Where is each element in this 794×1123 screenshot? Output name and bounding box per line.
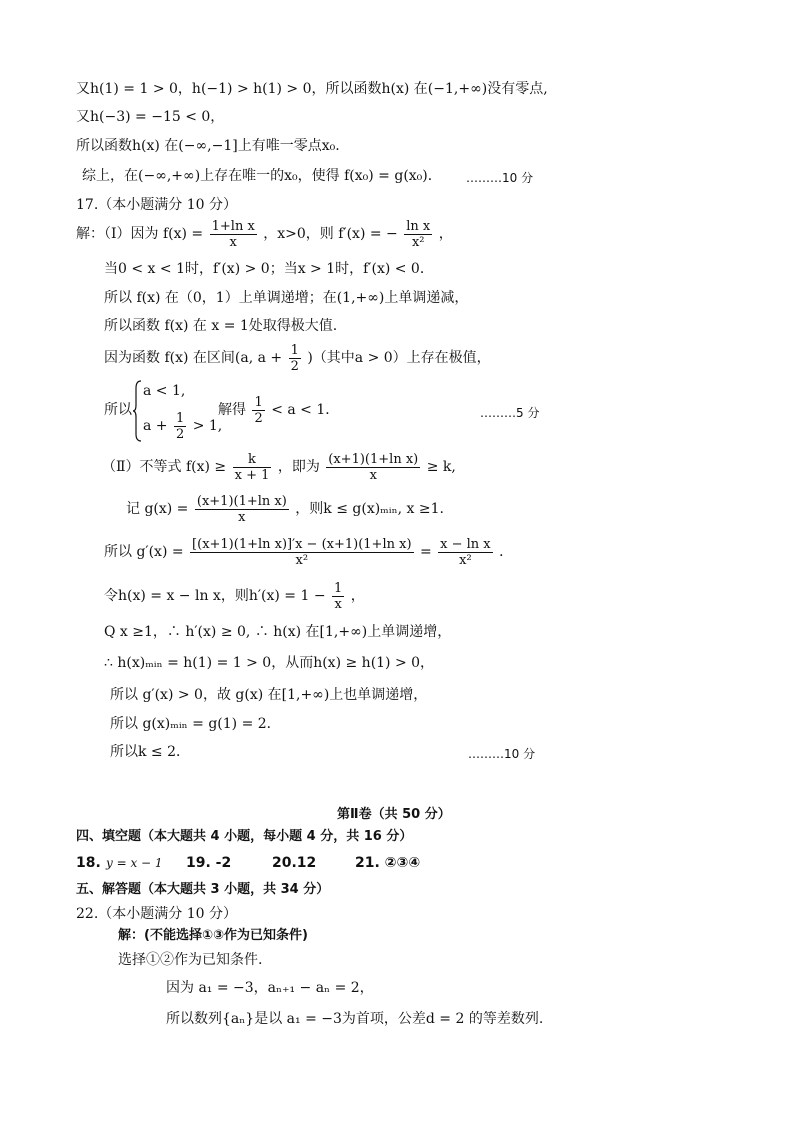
numerator: 1 (334, 580, 343, 596)
numerator: (x+1)(1+ln x) (196, 493, 287, 509)
numerator: x − ln x (440, 536, 491, 552)
fraction-half (289, 343, 301, 374)
line-inequality (102, 448, 456, 486)
denominator: 2 (290, 358, 299, 374)
score-5: ………5 分 (480, 406, 540, 420)
q22-given: 因为 a₁ = −3，aₙ₊₁ − aₙ = 2， (166, 980, 374, 996)
text: > 1, (192, 418, 223, 434)
denominator: x² (459, 552, 472, 568)
denominator: 2 (254, 410, 263, 426)
score-10-b: ………10 分 (468, 747, 536, 761)
denominator: x (334, 596, 342, 612)
text: ，x>0，则 f′(x) = − (263, 226, 398, 242)
text: ． (499, 544, 514, 560)
line-interval-extreme (104, 340, 491, 376)
section-title-fill-blank: 四、填空题（本大题共 4 小题，每小题 4 分，共 16 分） (76, 829, 413, 844)
text: ，则k ≤ g(x)ₘᵢₙ, x ≥1. (295, 501, 444, 517)
text: 解得 (218, 402, 246, 418)
line-h-increasing: Q x ≥1，∴ h′(x) ≥ 0, ∴ h(x) 在[1,+∞)上单调递增， (104, 624, 452, 640)
answer-18-label: 18. (76, 855, 101, 871)
line-monotonic-cases: 当0 < x < 1时，f′(x) > 0；当x > 1时，f′(x) < 0． (104, 261, 434, 277)
text: ≥ k, (426, 459, 456, 475)
fraction-lnx-over-x2 (404, 219, 432, 250)
q22-arithmetic-sequence: 所以数列{aₙ}是以 a₁ = −3为首项，公差d = 2 的等差数列. (166, 1011, 544, 1027)
fraction-one-over-x (332, 581, 344, 612)
line-k-result: 所以k ≤ 2． (110, 744, 191, 760)
numerator: ln x (406, 218, 431, 234)
answer-19: 19. -2 (186, 855, 232, 871)
text: < a < 1． (271, 402, 340, 418)
q22-solution-note: 解：(不能选择①③作为已知条件) (118, 928, 308, 943)
section-title-answers: 五、解答题（本大题共 3 小题，共 34 分） (76, 882, 330, 897)
text: ，即为 (277, 459, 320, 475)
numerator: k (233, 452, 272, 468)
answer-20: 20.12 (272, 855, 317, 871)
line-increasing-decreasing: 所以 f(x) 在（0，1）上单调递增；在(1,+∞)上单调递减， (104, 290, 469, 306)
fraction-1-plus-lnx (210, 219, 257, 250)
text: a + (143, 418, 168, 434)
line-h-min: ∴ h(x)ₘᵢₙ = h(1) = 1 > 0，从而h(x) ≥ h(1) > 0， (104, 655, 435, 671)
fraction-k-over-x-plus-1 (233, 452, 272, 483)
numerator: 1 (175, 410, 185, 426)
text: 记 g(x) = (126, 501, 189, 517)
line-g-increasing: 所以 g′(x) > 0，故 g(x) 在[1,+∞)上也单调递增， (110, 687, 428, 703)
line-define-h (104, 578, 365, 614)
text: 令h(x) = x − ln x，则h′(x) = 1 − (104, 588, 326, 604)
fraction-half (174, 411, 186, 442)
denominator: 2 (175, 426, 185, 442)
numerator: 1+ln x (211, 218, 255, 234)
answer-21: 21. ②③④ (355, 855, 421, 871)
line-max-value: 所以函数 f(x) 在 x = 1处取得极大值. (104, 318, 338, 334)
denominator: x (238, 509, 246, 525)
text: )（其中a > 0）上存在极值， (307, 350, 491, 366)
line-g-min: 所以 g(x)ₘᵢₙ = g(1) = 2． (110, 716, 281, 732)
section-title-part2: 第Ⅱ卷（共 50 分） (337, 807, 451, 822)
text: 所以 g′(x) = (104, 544, 184, 560)
denominator: x² (295, 552, 309, 568)
text: 解：（Ⅰ）因为 f(x) = (76, 226, 204, 242)
line-17-derivative (76, 216, 453, 252)
answer-18-value: y = x − 1 (106, 856, 163, 870)
label-suoyi: 所以 (104, 402, 132, 418)
line-define-g (126, 490, 444, 528)
system-top: a < 1, (143, 383, 186, 399)
text: ， (350, 588, 365, 604)
fraction-product (195, 494, 289, 525)
denominator: x (369, 467, 377, 483)
line-solve-a (218, 392, 339, 428)
numerator: 1 (290, 342, 299, 358)
text: = (419, 544, 432, 560)
numerator: 1 (254, 394, 263, 410)
system-bottom (143, 408, 222, 444)
denominator: x + 1 (234, 467, 270, 483)
numerator: (x+1)(1+ln x) (328, 451, 419, 467)
line-conclusion: 综上，在(−∞,+∞)上存在唯一的x₀，使得 f(x₀) = g(x₀)． (82, 168, 442, 184)
line-unique-zero: 所以函数h(x) 在(−∞,−1]上有唯一零点x₀. (76, 138, 340, 154)
fraction-half (252, 395, 264, 426)
fraction-x-minus-lnx (438, 537, 492, 568)
left-brace-icon (133, 380, 143, 442)
text: ， (438, 226, 453, 242)
question-17-header: 17.（本小题满分 10 分） (76, 197, 237, 213)
fraction-product (326, 452, 420, 483)
denominator: x (229, 234, 237, 250)
fraction-g-prime (190, 537, 413, 568)
text: （Ⅱ）不等式 f(x) ≥ (102, 459, 227, 475)
numerator: [(x+1)(1+ln x)]′x − (x+1)(1+ln x) (192, 536, 412, 552)
q22-condition-choice: 选择①②作为已知条件. (118, 952, 263, 968)
line-g-derivative (104, 533, 513, 571)
line-h-minus3: 又h(−3) = −15 < 0， (76, 109, 225, 125)
score-10-a: ………10 分 (466, 171, 534, 185)
text: 因为函数 f(x) 在区间(a, a + (104, 350, 283, 366)
line-h1-positive: 又h(1) = 1 > 0，h(−1) > h(1) > 0，所以函数h(x) 在(−1,+∞)没有零点, (76, 81, 548, 97)
denominator: x² (411, 234, 425, 250)
question-22-header: 22.（本小题满分 10 分） (76, 906, 237, 922)
